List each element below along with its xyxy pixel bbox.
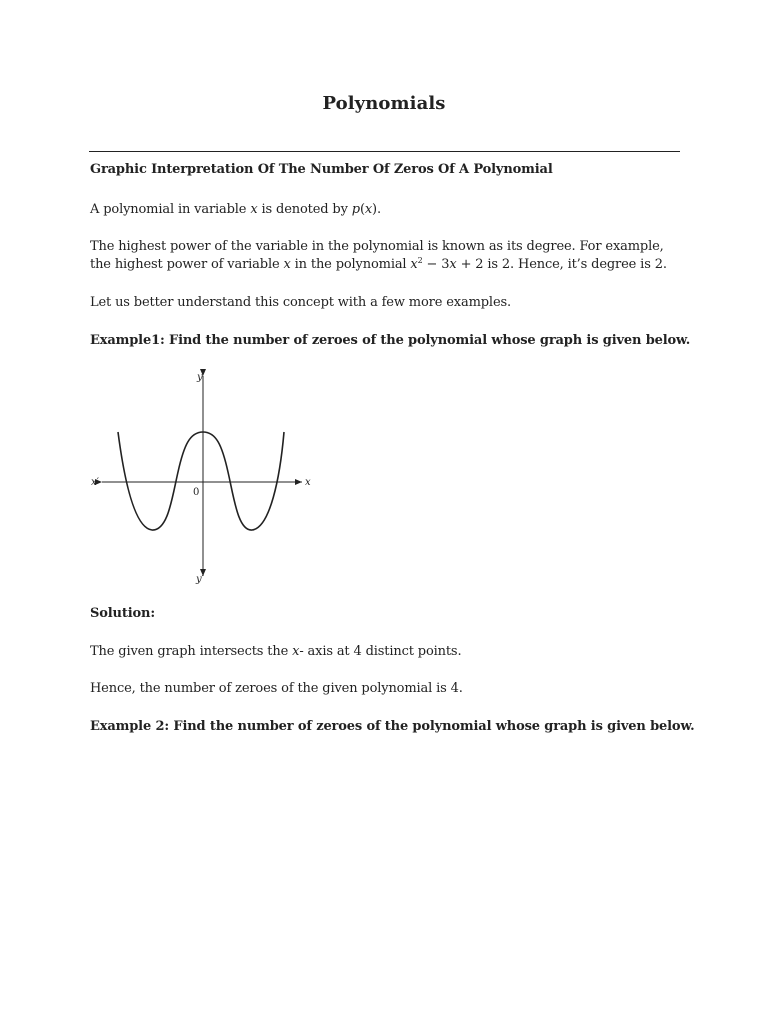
paragraph-degree-line2 xyxy=(90,256,690,274)
text-fragment: + 2 is 2. Hence, it’s degree is 2. xyxy=(456,257,667,272)
solution-line2: Hence, the number of zeroes of the given polynomial is 4. xyxy=(90,681,463,696)
text-fragment: - axis at 4 distinct points. xyxy=(299,644,462,659)
section-heading: Graphic Interpretation Of The Number Of Zeros Of A Polynomial xyxy=(90,162,553,177)
paragraph-degree-line1: The highest power of the variable in the polynomial is known as its degree. For example, xyxy=(90,239,664,254)
variable-x: x xyxy=(410,257,418,272)
function-p: p xyxy=(351,202,360,217)
text-fragment: the highest power of variable xyxy=(90,257,284,272)
variable-x: x xyxy=(292,644,300,659)
text-fragment: ( xyxy=(359,202,365,217)
paragraph-intro-examples: Let us better understand this concept with a few more examples. xyxy=(90,295,511,310)
solution-heading: Solution: xyxy=(90,606,155,621)
label-y: y xyxy=(197,372,203,383)
text-fragment: ). xyxy=(372,202,381,217)
text-fragment: in the polynomial xyxy=(290,257,411,272)
text-fragment: is denoted by xyxy=(257,202,352,217)
variable-x: x xyxy=(364,202,373,217)
label-x-prime: x′ xyxy=(91,477,99,488)
text-fragment: A polynomial in variable xyxy=(90,202,251,217)
page-title: Polynomials xyxy=(322,93,446,114)
solution-line1 xyxy=(90,643,690,661)
label-y-prime: y′ xyxy=(196,574,204,585)
label-origin: 0 xyxy=(193,487,200,498)
example1-heading: Example1: Find the number of zeroes of the polynomial whose graph is given below. xyxy=(90,333,691,348)
variable-x: x xyxy=(250,202,258,217)
text-fragment: − 3 xyxy=(422,257,450,272)
polynomial-graph xyxy=(90,368,320,590)
example2-heading: Example 2: Find the number of zeroes of the polynomial whose graph is given below. xyxy=(90,719,695,734)
polynomial-curve xyxy=(118,432,284,530)
exponent: 2 xyxy=(417,256,423,265)
title-divider xyxy=(89,151,680,152)
variable-x: x xyxy=(449,257,457,272)
paragraph-polynomial-notation xyxy=(90,201,690,219)
label-x: x xyxy=(305,477,311,488)
text-fragment: The given graph intersects the xyxy=(90,644,293,659)
variable-x: x xyxy=(283,257,291,272)
